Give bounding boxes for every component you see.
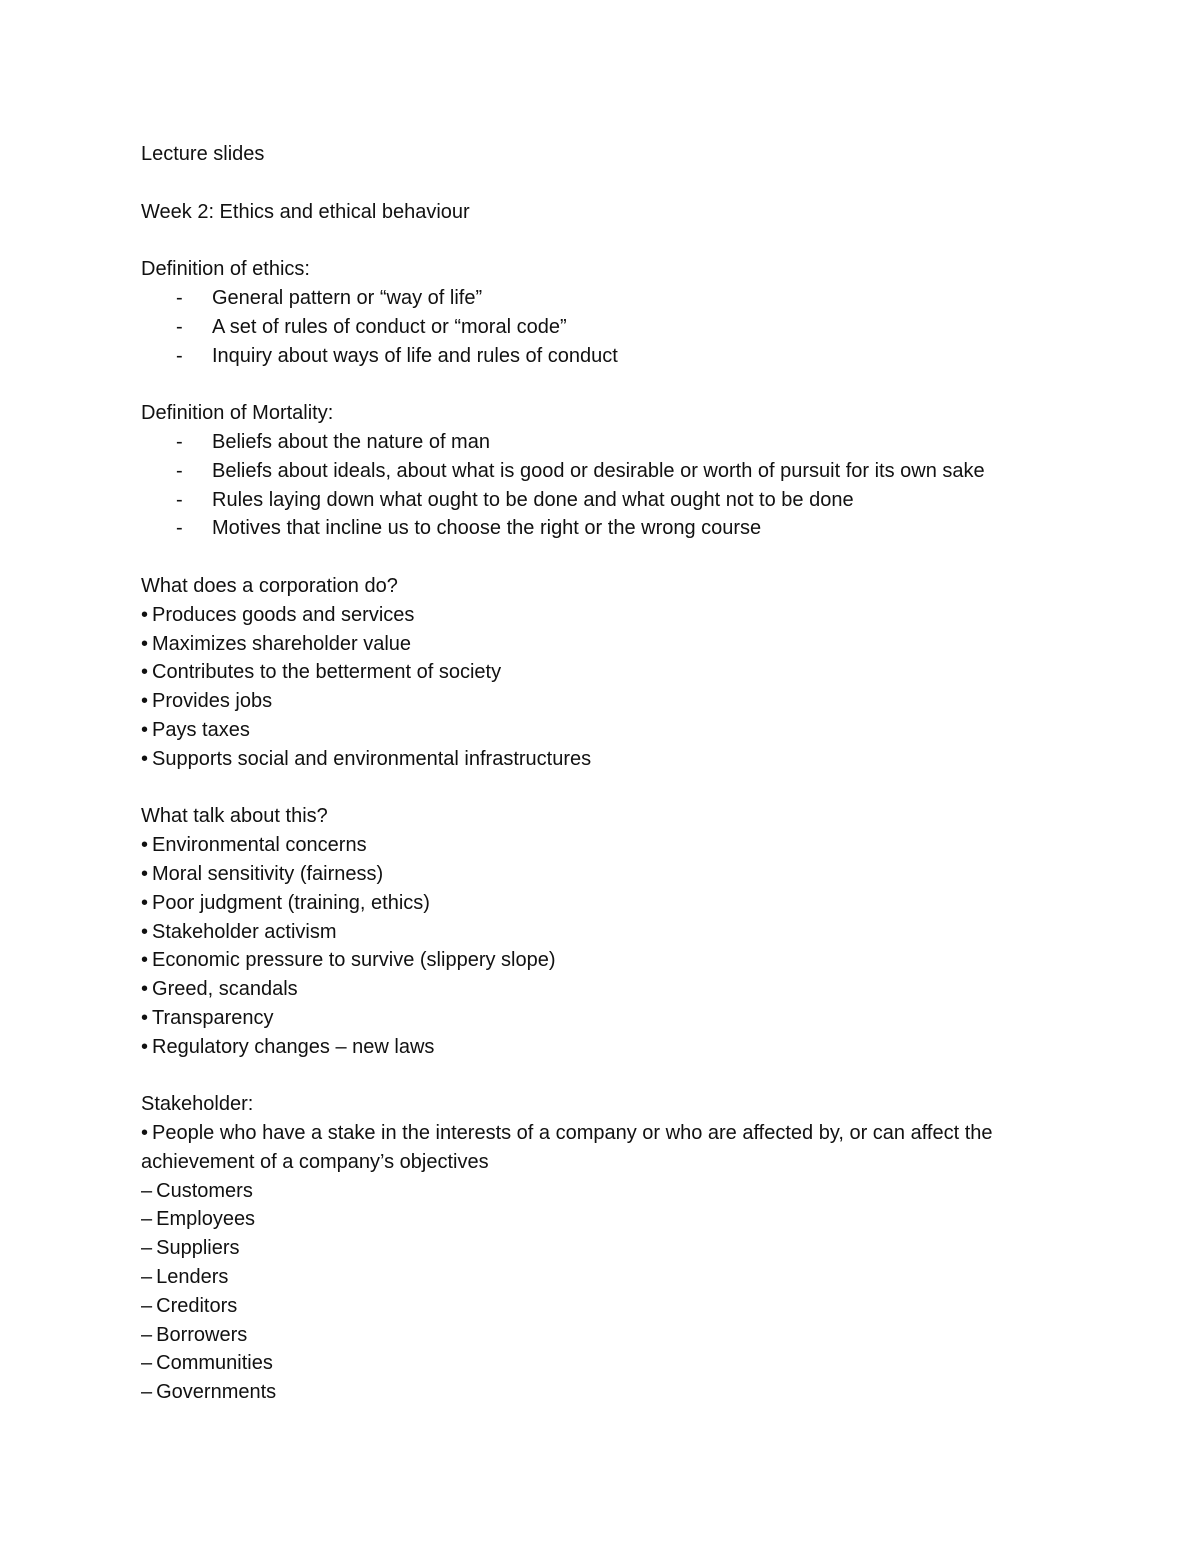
bullet-marker: • (141, 690, 149, 713)
endash-marker: – (141, 1323, 153, 1346)
week-heading: Week 2: Ethics and ethical behaviour (141, 200, 470, 223)
endash-marker: – (141, 1352, 153, 1375)
endash-marker: – (141, 1381, 153, 1404)
document-title: Lecture slides (141, 143, 265, 165)
dash-marker: - (176, 488, 183, 511)
stakeholder-list (141, 1177, 1071, 1407)
bullet-marker: • (141, 603, 149, 626)
endash-marker: – (141, 1294, 153, 1317)
list-item: • Greed, scandals (141, 975, 1071, 1004)
list-item: • Contributes to the betterment of society (141, 658, 1071, 687)
dash-marker: - (176, 315, 183, 338)
endash-marker: – (141, 1179, 153, 1202)
corporation-heading: What does a corporation do? (141, 574, 398, 597)
list-item: • Provides jobs (141, 687, 1071, 716)
list-item: - Inquiry about ways of life and rules of conduct (141, 342, 1071, 371)
ethics-list (141, 284, 1071, 370)
list-item: - A set of rules of conduct or “moral code” (141, 313, 1071, 342)
bullet-marker: • (141, 949, 149, 972)
talk-list (141, 831, 1071, 1061)
list-item: - Motives that incline us to choose the right or the wrong course (141, 514, 1071, 543)
bullet-marker: • (141, 747, 149, 770)
list-item: • Regulatory changes – new laws (141, 1033, 1071, 1062)
stakeholder-heading: Stakeholder: (141, 1093, 254, 1116)
list-item: • Moral sensitivity (fairness) (141, 860, 1071, 889)
morality-list (141, 428, 1071, 543)
list-item: - Beliefs about ideals, about what is good or desirable or worth of pursuit for its own sake (141, 457, 1071, 486)
list-item: • Supports social and environmental infrastructures (141, 745, 1071, 774)
stakeholder-definition: • People who have a stake in the interests of a company or who are affected by, or can affect the achievement of a company’s objectives (141, 1119, 1071, 1177)
dash-marker: - (176, 344, 183, 367)
list-item: • Stakeholder activism (141, 918, 1071, 947)
morality-heading: Definition of Mortality: (141, 402, 334, 425)
endash-marker: – (141, 1237, 153, 1260)
dash-marker: - (176, 430, 183, 453)
list-item: – Borrowers (141, 1321, 1071, 1350)
bullet-marker: • (141, 632, 149, 655)
endash-marker: – (141, 1266, 153, 1289)
document-page (141, 140, 1071, 1407)
dash-marker: - (176, 286, 183, 309)
list-item: – Creditors (141, 1292, 1071, 1321)
talk-heading: What talk about this? (141, 805, 328, 828)
list-item: • Maximizes shareholder value (141, 630, 1071, 659)
list-item: – Lenders (141, 1263, 1071, 1292)
corporation-list (141, 601, 1071, 774)
dash-marker: - (176, 517, 183, 540)
bullet-marker: • (141, 978, 149, 1001)
dash-marker: - (176, 459, 183, 482)
list-item: – Communities (141, 1349, 1071, 1378)
bullet-marker: • (141, 891, 149, 914)
bullet-marker: • (141, 1035, 149, 1058)
list-item: - Beliefs about the nature of man (141, 428, 1071, 457)
bullet-marker: • (141, 862, 149, 885)
list-item: - General pattern or “way of life” (141, 284, 1071, 313)
bullet-marker: • (141, 661, 149, 684)
list-item: – Suppliers (141, 1234, 1071, 1263)
list-item: – Governments (141, 1378, 1071, 1407)
list-item: – Employees (141, 1205, 1071, 1234)
list-item: • Environmental concerns (141, 831, 1071, 860)
bullet-marker: • (141, 834, 149, 857)
list-item: • Transparency (141, 1004, 1071, 1033)
bullet-marker: • (141, 1122, 149, 1145)
endash-marker: – (141, 1208, 153, 1231)
ethics-heading: Definition of ethics: (141, 258, 310, 281)
bullet-marker: • (141, 920, 149, 943)
bullet-marker: • (141, 718, 149, 741)
bullet-marker: • (141, 1006, 149, 1029)
list-item: • Poor judgment (training, ethics) (141, 889, 1071, 918)
list-item: • Economic pressure to survive (slippery slope) (141, 946, 1071, 975)
list-item: • Pays taxes (141, 716, 1071, 745)
list-item: • Produces goods and services (141, 601, 1071, 630)
list-item: - Rules laying down what ought to be done and what ought not to be done (141, 486, 1071, 515)
list-item: – Customers (141, 1177, 1071, 1206)
